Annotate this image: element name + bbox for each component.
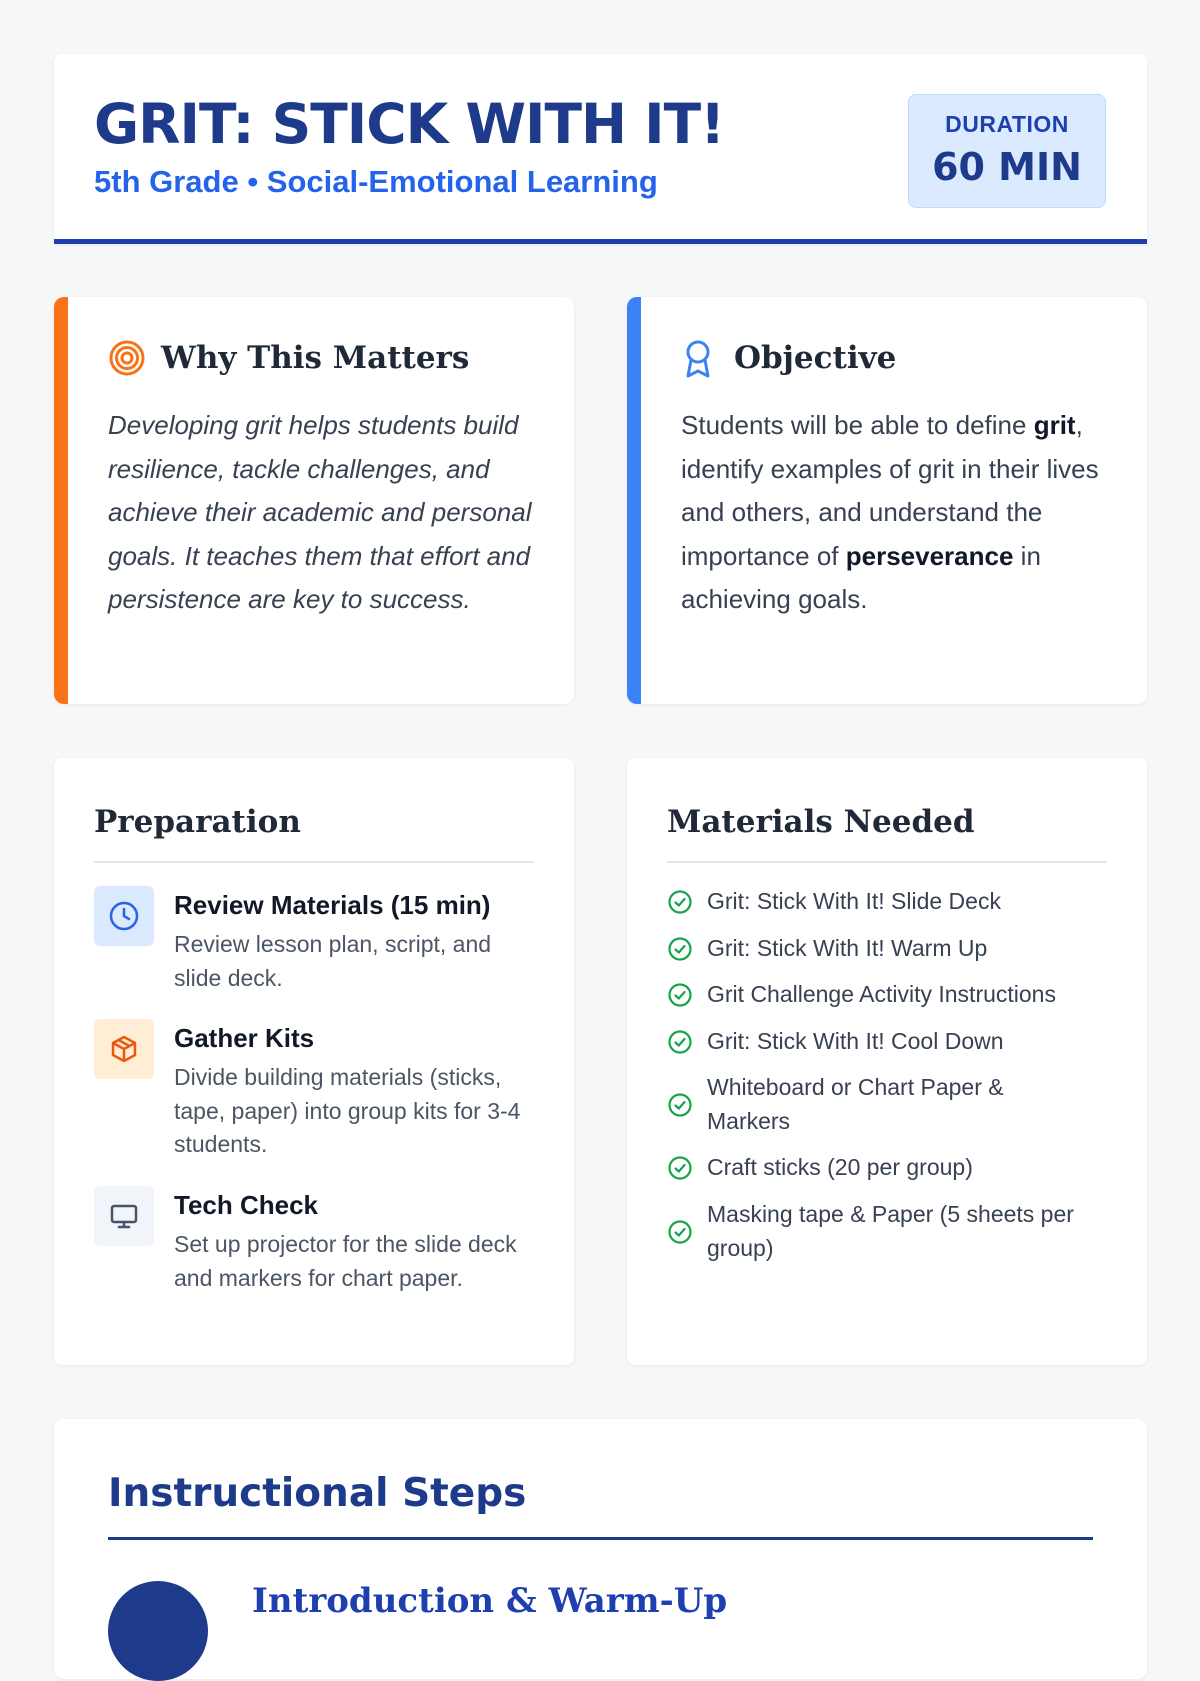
section-divider (667, 861, 1107, 863)
check-circle-icon (667, 1092, 695, 1118)
material-label: Grit: Stick With It! Slide Deck (707, 888, 1001, 914)
material-item (667, 1071, 1037, 1138)
check-circle-icon (667, 889, 695, 915)
page-title: GRIT: STICK WITH IT! (94, 92, 725, 156)
material-label: Whiteboard or Chart Paper & Markers (707, 1074, 1004, 1134)
objective-text-part: Students will be able to define (681, 410, 1034, 440)
objective-term-perseverance: perseverance (845, 540, 1014, 571)
material-label: Grit: Stick With It! Cool Down (707, 1028, 1004, 1054)
prep-item-title: Gather Kits (174, 1023, 315, 1053)
prep-item-desc: Divide building materials (sticks, tape, paper) into group kits for 3-4 students. (174, 1064, 521, 1157)
material-label: Grit Challenge Activity Instructions (707, 981, 1056, 1007)
prep-item-title: Review Materials (15 min) (174, 890, 491, 920)
instructional-steps-card (54, 1419, 1147, 1679)
material-item (667, 1151, 1107, 1185)
check-circle-icon (667, 1029, 695, 1055)
material-item (667, 932, 1107, 966)
preparation-card (54, 758, 574, 1365)
blue-accent-bar (627, 297, 641, 704)
material-label: Masking tape & Paper (5 sheets per group) (707, 1201, 1074, 1261)
box-icon (94, 1019, 154, 1079)
material-item (667, 1198, 1107, 1265)
objective-text-part: , identify examples of grit in their lives and others, and understand the importance of (681, 410, 1099, 571)
objective-heading: Objective (734, 340, 897, 376)
steps-divider (108, 1537, 1093, 1540)
monitor-icon (94, 1186, 154, 1246)
duration-badge (908, 94, 1106, 208)
page-subtitle: 5th Grade • Social-Emotional Learning (94, 164, 658, 199)
target-icon (108, 339, 146, 382)
check-circle-icon (667, 1219, 695, 1245)
preparation-title: Preparation (94, 804, 301, 840)
prep-item-title: Tech Check (174, 1190, 319, 1220)
material-item (667, 885, 1107, 919)
lesson-header (54, 54, 1147, 244)
step-title: Introduction & Warm-Up (252, 1581, 728, 1621)
why-this-matters-card (54, 297, 574, 704)
materials-card (627, 758, 1147, 1365)
objective-text (681, 404, 1126, 622)
check-circle-icon (667, 936, 695, 962)
prep-item-desc: Review lesson plan, script, and slide deck. (174, 931, 492, 991)
duration-label: DURATION (945, 111, 1069, 137)
why-heading: Why This Matters (161, 340, 470, 376)
why-text: Developing grit helps students build resilience, tackle challenges, and achieve their academic and personal goals. It teaches them that effort and persistence are key to success. (108, 410, 532, 614)
objective-term-grit: grit (1033, 410, 1076, 440)
material-item (667, 1025, 1107, 1059)
step-number-badge (108, 1581, 208, 1681)
material-label: Grit: Stick With It! Warm Up (707, 935, 988, 961)
objective-card (627, 297, 1147, 704)
prep-item-desc: Set up projector for the slide deck and markers for chart paper. (174, 1231, 517, 1291)
material-item (667, 978, 1107, 1012)
duration-value: 60 MIN (932, 145, 1082, 189)
check-circle-icon (667, 982, 695, 1008)
section-divider (94, 861, 534, 863)
objective-text-part: in achieving goals. (681, 540, 1041, 614)
orange-accent-bar (54, 297, 68, 704)
award-icon (681, 339, 715, 384)
material-label: Craft sticks (20 per group) (707, 1154, 973, 1180)
materials-title: Materials Needed (667, 804, 975, 840)
clock-icon (94, 886, 154, 946)
steps-title: Instructional Steps (108, 1471, 527, 1516)
check-circle-icon (667, 1155, 695, 1181)
